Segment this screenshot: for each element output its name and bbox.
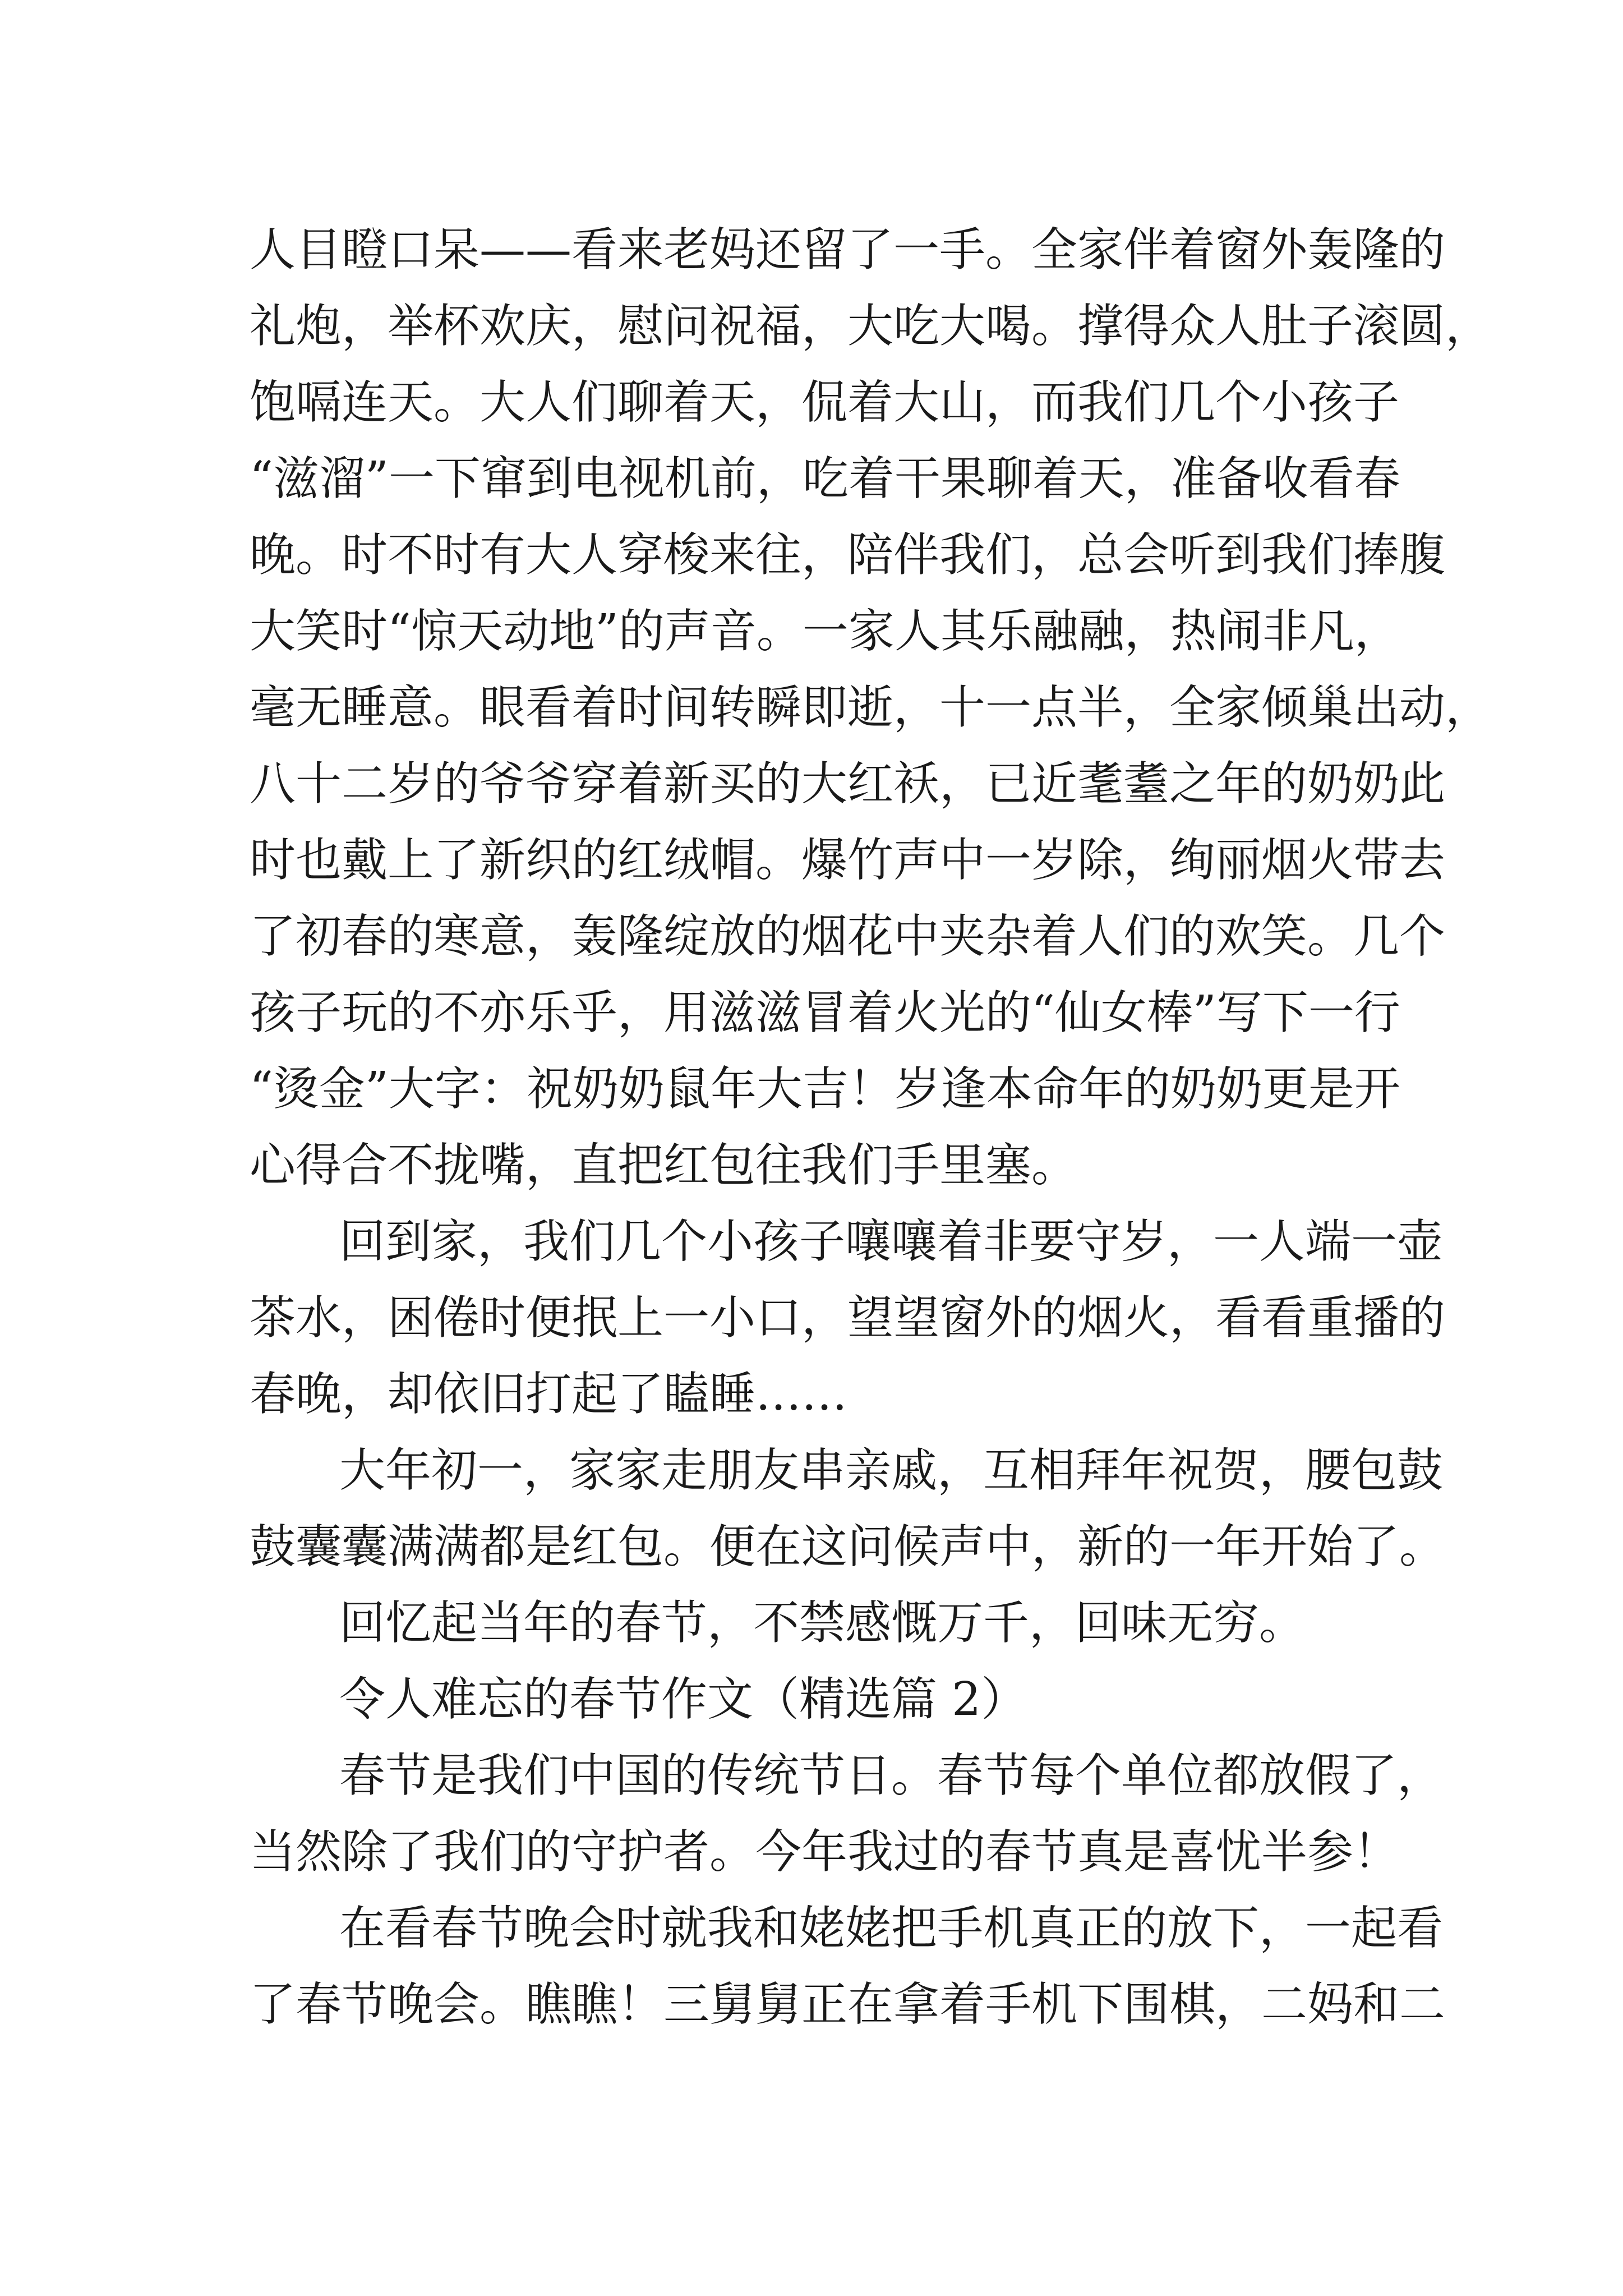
text-line: 回到家，我们几个小孩子嚷嚷着非要守岁，一人端一壶 <box>339 1215 1444 1268</box>
text-line: “滋溜”一下窜到电视机前，吃着干果聊着天，准备收看春 <box>250 452 1400 505</box>
text-line: 茶水，困倦时便抿上一小口，望望窗外的烟火，看看重播的 <box>250 1291 1446 1345</box>
document-body <box>250 212 1492 2043</box>
text-line: 鼓囊囊满满都是红包。便在这问候声中，新的一年开始了。 <box>250 1520 1446 1573</box>
text-line: 礼炮，举杯欢庆，慰问祝福，大吃大喝。撑得众人肚子滚圆， <box>250 300 1492 353</box>
text-line: 孩子玩的不亦乐乎，用滋滋冒着火光的“仙女棒”写下一行 <box>250 986 1400 1039</box>
text-line: 八十二岁的爷爷穿着新买的大红袄，已近耄耋之年的奶奶此 <box>250 757 1446 811</box>
text-line: 春节是我们中国的传统节日。春节每个单位都放假了， <box>339 1749 1444 1802</box>
text-line: 毫无睡意。眼看着时间转瞬即逝，十一点半，全家倾巢出动， <box>250 681 1492 734</box>
text-line: “烫金”大字：祝奶奶鼠年大吉！岁逢本命年的奶奶更是开 <box>250 1062 1400 1116</box>
text-line: 在看春节晚会时就我和姥姥把手机真正的放下，一起看 <box>339 1902 1444 1955</box>
text-line: 春晚，却依旧打起了瞌睡…… <box>250 1368 848 1421</box>
text-line: 大笑时“惊天动地”的声音。一家人其乐融融，热闹非凡， <box>250 605 1400 658</box>
text-line: 饱嗝连天。大人们聊着天，侃着大山，而我们几个小孩子 <box>250 376 1400 429</box>
text-line: 了春节晚会。瞧瞧！三舅舅正在拿着手机下围棋，二妈和二 <box>250 1978 1446 2031</box>
text-line: 大年初一，家家走朋友串亲戚，互相拜年祝贺，腰包鼓 <box>339 1444 1444 1497</box>
text-line: 了初春的寒意，轰隆绽放的烟花中夹杂着人们的欢笑。几个 <box>250 910 1446 963</box>
text-line: 令人难忘的春节作文（精选篇 2） <box>339 1673 1027 1726</box>
text-line: 心得合不拢嘴，直把红包往我们手里塞。 <box>250 1139 1078 1192</box>
text-line: 时也戴上了新织的红绒帽。爆竹声中一岁除，绚丽烟火带去 <box>250 834 1446 887</box>
text-line: 回忆起当年的春节，不禁感慨万千，回味无穷。 <box>339 1596 1306 1650</box>
text-line: 晚。时不时有大人穿梭来往，陪伴我们，总会听到我们捧腹 <box>250 528 1446 582</box>
text-line: 人目瞪口呆——看来老妈还留了一手。全家伴着窗外轰隆的 <box>250 223 1446 277</box>
text-line: 当然除了我们的守护者。今年我过的春节真是喜忧半参！ <box>250 1825 1400 1879</box>
